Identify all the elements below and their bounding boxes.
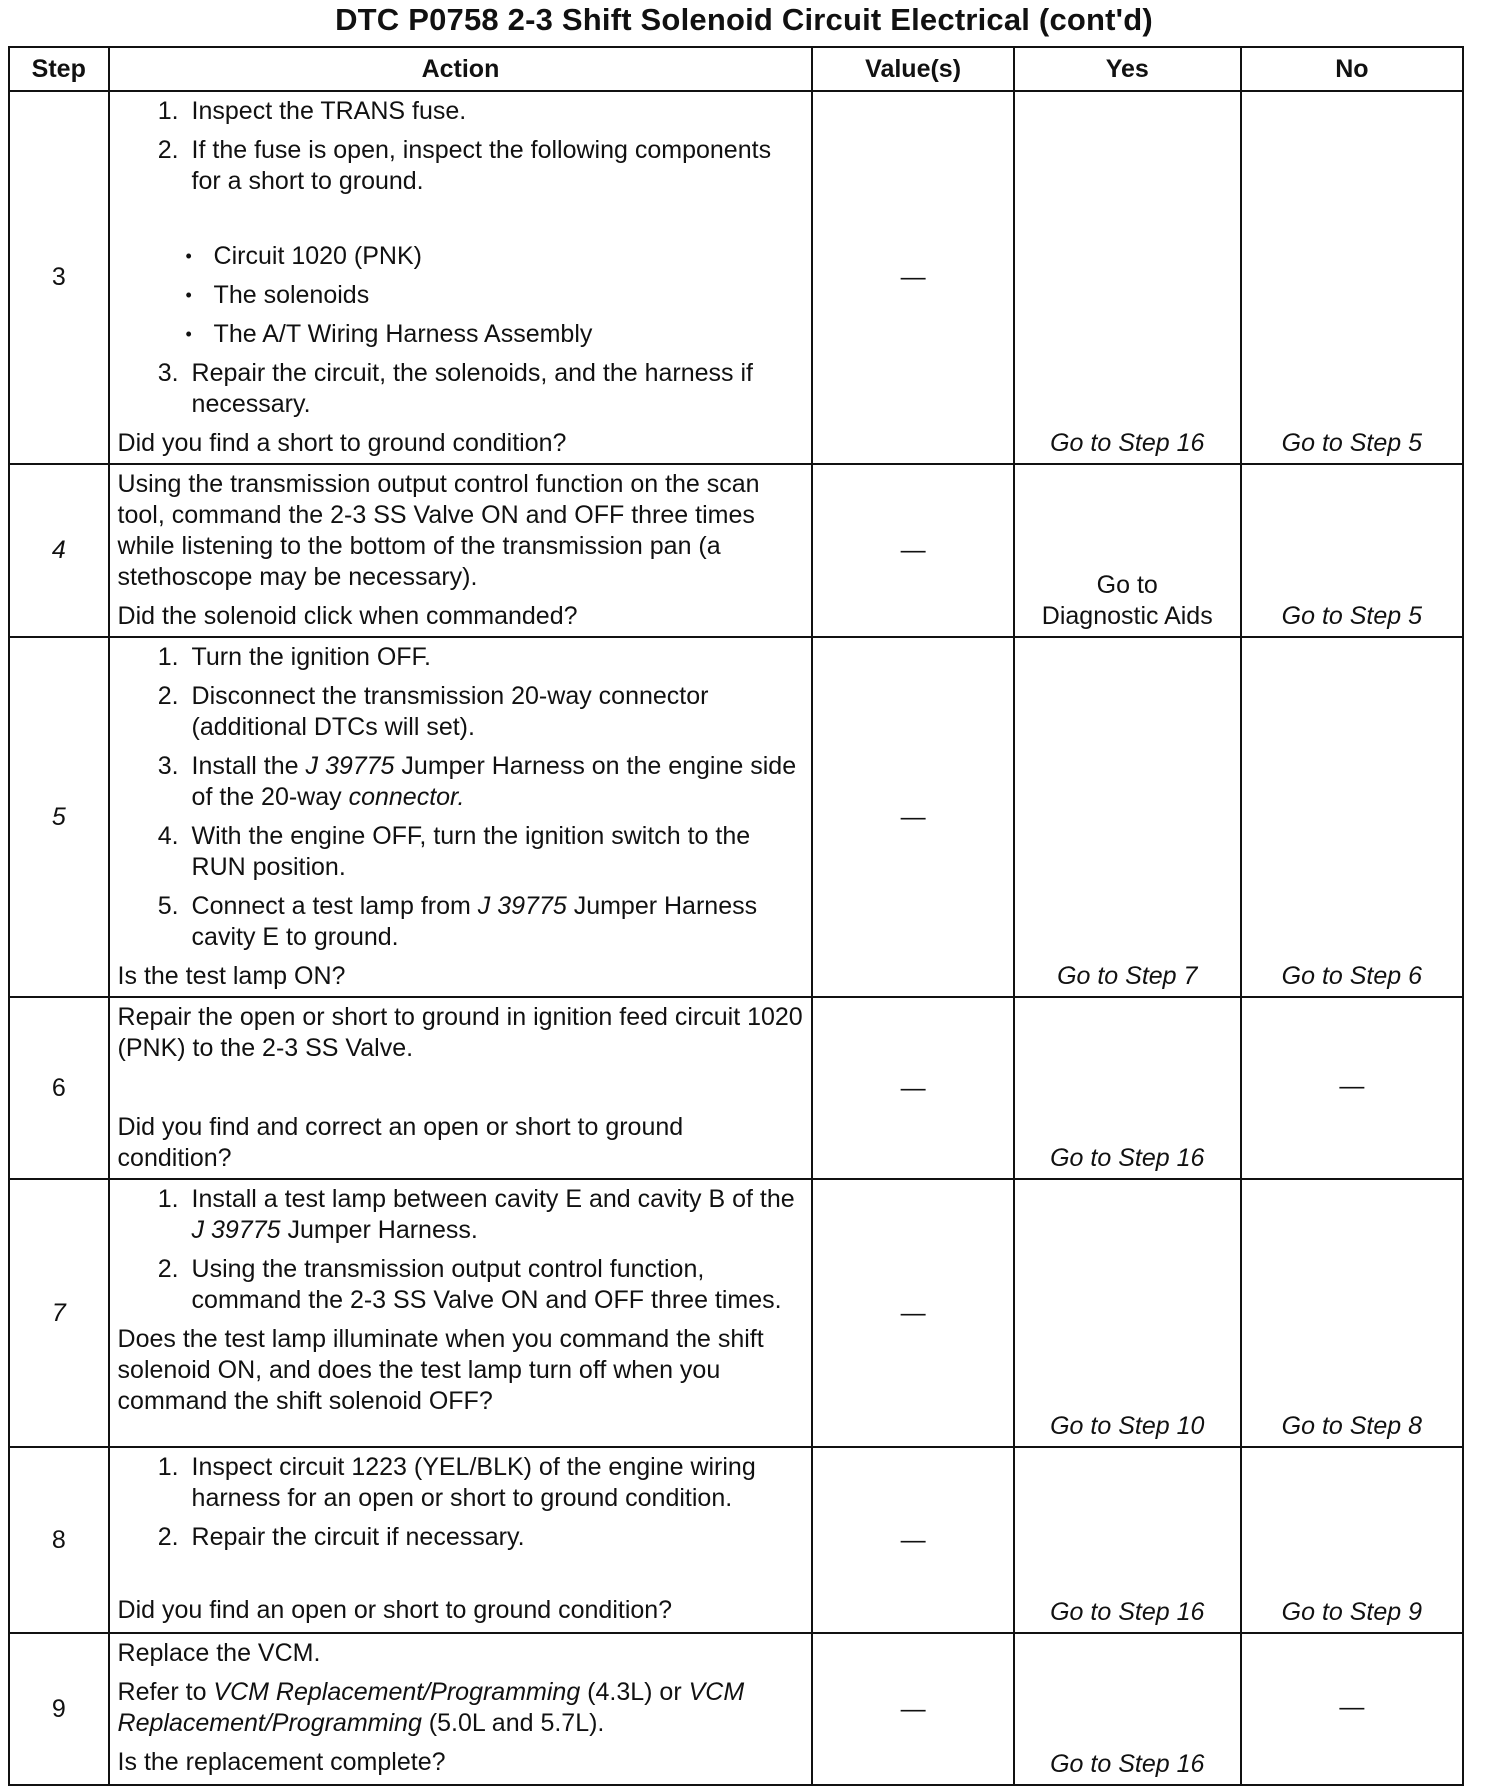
yes-cell: Go to Step 16 [1014,997,1241,1179]
part-number: J 39775 [477,892,567,920]
reference-title: VCM Replacement/Programming [213,1678,581,1706]
action-cell [109,997,813,1179]
no-cell: Go to Step 5 [1241,464,1463,637]
no-cell: Go to Step 5 [1241,91,1463,464]
component-list [118,241,804,350]
action-question: Did the solenoid click when commanded? [117,602,578,630]
table-row [9,997,1463,1179]
action-text: Using the transmission output control function on the scan tool, command the 2-3 SS Valve ON and OFF three times while listening to the bottom of the transmission pan (a stethoscope may be necessary). [117,470,760,591]
text-span: Jumper Harness on the engine side of the 20-way [191,752,797,811]
header-step: Step [9,47,109,91]
diagnostic-table [8,46,1464,1786]
action-step: 1. Inspect circuit 1223 (YEL/BLK) of the engine wiring harness for an open or short to ground condition. [186,1452,804,1514]
action-cell [109,1447,813,1633]
step-number: 7 [9,1179,109,1447]
action-step: 2. Using the transmission output control function, command the 2-3 SS Valve ON and OFF three times. [186,1254,804,1316]
component-item: • Circuit 1020 (PNK) [214,241,804,272]
no-cell: — [1241,997,1463,1179]
table-row [9,464,1463,637]
spacer [118,1072,804,1112]
step-number: 5 [9,637,109,997]
action-cell [109,1179,813,1447]
value-cell: — [812,1179,1013,1447]
text-span: Install the [191,752,306,780]
action-text: Repair the open or short to ground in ignition feed circuit 1020 (PNK) to the 2-3 SS Valve. [117,1003,803,1062]
text-span: Install a test lamp between cavity E and cavity B of the [191,1185,795,1213]
value-cell: — [812,1633,1013,1785]
part-number: J 39775 [305,752,395,780]
action-cell [109,464,813,637]
table-header-row [9,47,1463,91]
component-item: • The solenoids [214,280,804,311]
page-title: DTC P0758 2-3 Shift Solenoid Circuit Electrical (cont'd) [335,2,1153,37]
action-steps [118,642,804,953]
step-number: 6 [9,997,109,1179]
yes-cell [1014,464,1241,637]
text-italic: connector. [348,783,465,811]
table-row [9,1447,1463,1633]
yes-line: Diagnostic Aids [1041,602,1213,630]
header-yes: Yes [1014,47,1241,91]
action-step [186,891,804,953]
text-span: Refer to [117,1678,214,1706]
table-row [9,1633,1463,1785]
yes-cell: Go to Step 10 [1014,1179,1241,1447]
action-cell [109,1633,813,1785]
action-question: Did you find a short to ground condition? [117,429,567,457]
value-cell: — [812,464,1013,637]
text-span: Jumper Harness. [280,1216,478,1244]
reference-title: VCM Replacement/Programming [117,1678,745,1737]
table-row [9,1179,1463,1447]
yes-cell: Go to Step 16 [1014,1633,1241,1785]
action-step: 2. Repair the circuit if necessary. [186,1522,804,1553]
value-cell: — [812,91,1013,464]
action-step: 1. Turn the ignition OFF. [186,642,804,673]
action-question: Is the test lamp ON? [117,962,346,990]
action-steps [118,1184,804,1316]
header-values: Value(s) [812,47,1013,91]
no-cell: Go to Step 6 [1241,637,1463,997]
action-cell [109,91,813,464]
action-text: Replace the VCM. [117,1639,321,1667]
yes-cell: Go to Step 16 [1014,91,1241,464]
component-item: • The A/T Wiring Harness Assembly [214,319,804,350]
action-reference [118,1677,804,1739]
action-step [186,1184,804,1246]
spacer [118,1561,804,1595]
yes-line: Go to [1096,571,1158,599]
header-action: Action [109,47,813,91]
action-step: 4. With the engine OFF, turn the ignition switch to the RUN position. [186,821,804,883]
action-cell [109,637,813,997]
action-question: Does the test lamp illuminate when you command the shift solenoid ON, and does the test lamp turn off when you command the shift solenoid OFF? [117,1325,764,1415]
action-steps [118,358,804,420]
no-cell: Go to Step 9 [1241,1447,1463,1633]
action-steps [118,1452,804,1553]
step-number: 9 [9,1633,109,1785]
step-number: 4 [9,464,109,637]
header-no: No [1241,47,1463,91]
table-row [9,91,1463,464]
action-step [186,751,804,813]
text-span: Jumper Harness cavity E to ground. [191,892,758,951]
action-question: Is the replacement complete? [117,1748,446,1776]
text-span: Connect a test lamp from [191,892,478,920]
no-cell: — [1241,1633,1463,1785]
action-steps [118,96,804,197]
step-number: 3 [9,91,109,464]
yes-cell: Go to Step 7 [1014,637,1241,997]
no-cell: Go to Step 8 [1241,1179,1463,1447]
text-span: (5.0L and 5.7L). [421,1709,605,1737]
action-step: 3. Repair the circuit, the solenoids, and the harness if necessary. [186,358,804,420]
step-number: 8 [9,1447,109,1633]
action-question: Did you find an open or short to ground condition? [117,1596,673,1624]
value-cell: — [812,637,1013,997]
action-step: 1. Inspect the TRANS fuse. [186,96,804,127]
value-cell: — [812,997,1013,1179]
action-step: 2. Disconnect the transmission 20-way connector (additional DTCs will set). [186,681,804,743]
value-cell: — [812,1447,1013,1633]
yes-cell: Go to Step 16 [1014,1447,1241,1633]
action-question: Did you find and correct an open or short to ground condition? [117,1113,684,1172]
part-number: J 39775 [191,1216,281,1244]
table-row [9,637,1463,997]
action-step: 2. If the fuse is open, inspect the following components for a short to ground. [186,135,804,197]
text-span: (4.3L) or [580,1678,689,1706]
